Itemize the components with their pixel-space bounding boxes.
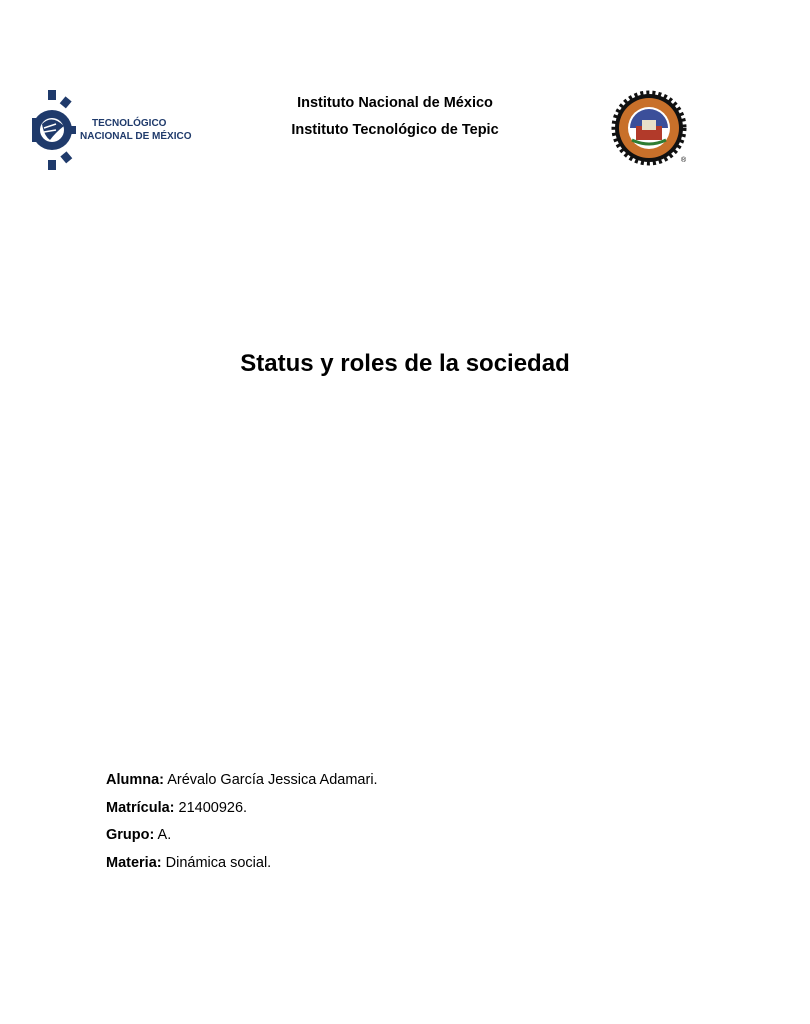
student-info: [106, 769, 378, 879]
info-value: 21400926.: [174, 799, 248, 816]
tepic-seal: [612, 90, 688, 166]
info-label: Materia:: [106, 854, 162, 871]
info-label: Matrícula:: [106, 799, 175, 816]
info-row-materia: [106, 852, 378, 880]
registered-mark: ®: [681, 157, 687, 164]
info-row-grupo: [106, 824, 378, 852]
campus-name: Instituto Tecnológico de Tepic: [291, 122, 499, 138]
info-label: Grupo:: [106, 827, 155, 843]
tecnm-logo-text-2: NACIONAL DE MÉXICO: [80, 131, 192, 142]
institution-name: Instituto Nacional de México: [297, 95, 493, 111]
tecnm-logo-text-1: TECNOLÓGICO: [92, 118, 167, 129]
info-row-matricula: [106, 797, 378, 825]
info-label: Alumna:: [106, 772, 164, 788]
info-value: Arévalo García Jessica Adamari.: [164, 772, 378, 788]
info-value: A.: [154, 827, 172, 843]
info-value: Dinámica social.: [161, 854, 272, 871]
document-title: Status y roles de la sociedad: [240, 350, 570, 377]
info-row-alumna: [106, 769, 378, 797]
